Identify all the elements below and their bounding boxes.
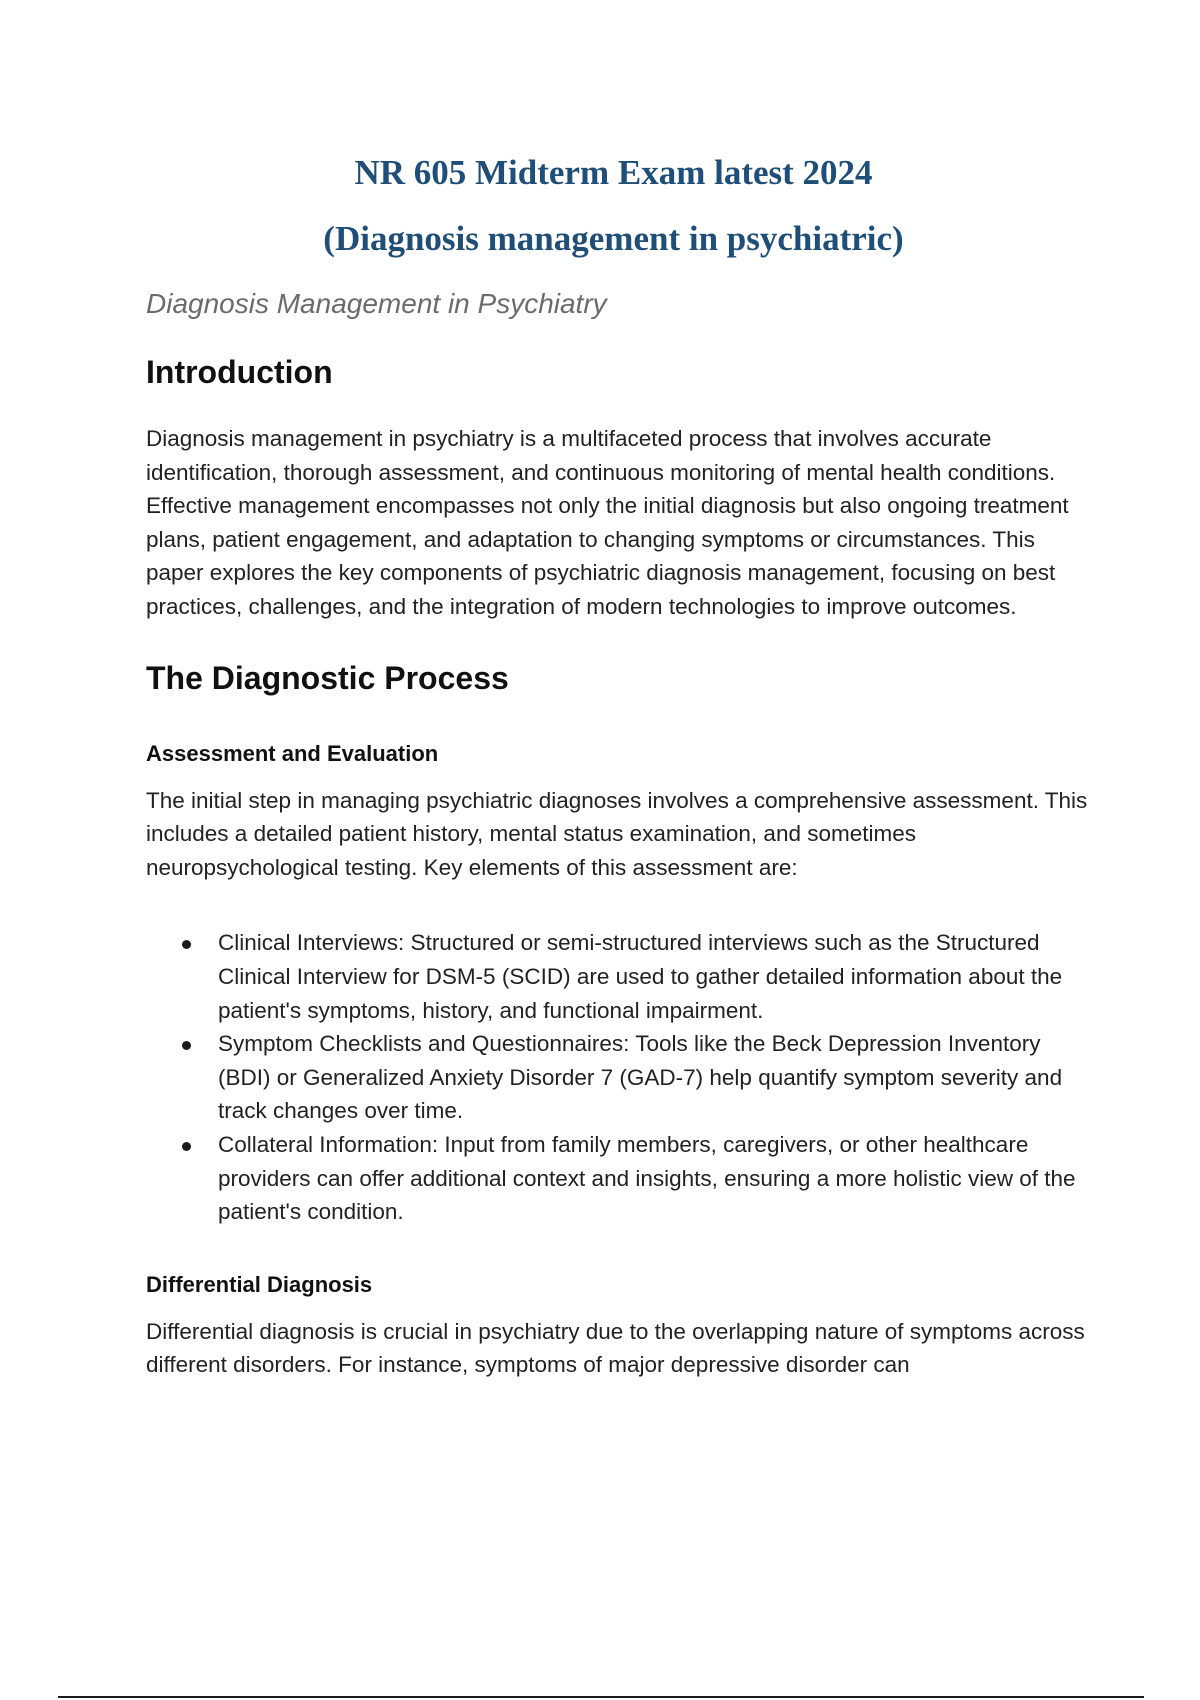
differential-diagnosis-heading: Differential Diagnosis	[146, 1271, 373, 1297]
bullet-icon	[182, 1142, 191, 1151]
document-title-line-2: (Diagnosis management in psychiatric)	[323, 219, 904, 258]
introduction-paragraph: Diagnosis management in psychiatry is a multifaceted process that involves accurate identification, thorough assessment, and continuous monitoring of mental health conditions. Effective management encompasses not only the initial diagnosis but also ongoing treatment plans, patient engagement, and adaptation to changing symptoms or circumstances. This paper explores the key components of psychiatric diagnosis management, focusing on best practices, challenges, and the integration of modern technologies to improve outcomes.	[146, 426, 1069, 619]
assessment-bullet-list	[146, 926, 1096, 1228]
diagnostic-process-heading: The Diagnostic Process	[146, 659, 509, 696]
assessment-paragraph: The initial step in managing psychiatric diagnoses involves a comprehensive assessment. This includes a detailed patient history, mental status examination, and sometimes neuropsychological testing. Key elements of this assessment are:	[146, 787, 1088, 880]
list-item	[218, 1027, 1096, 1128]
document-content	[146, 140, 1096, 1382]
introduction-heading: Introduction	[146, 354, 333, 390]
list-item-text: Clinical Interviews: Structured or semi-structured interviews such as the Structured Clinical Interview for DSM-5 (SCID) are used to gather detailed information about the patient's symptoms, history, and functional impairment.	[218, 930, 1063, 1023]
assessment-heading: Assessment and Evaluation	[146, 740, 439, 766]
list-item	[218, 1128, 1096, 1229]
list-item	[218, 926, 1096, 1027]
bullet-icon	[182, 1041, 191, 1050]
list-item-text: Collateral Information: Input from family members, caregivers, or other healthcare providers can offer additional context and insights, ensuring a more holistic view of the patient's condition.	[218, 1131, 1076, 1225]
document-subtitle: Diagnosis Management in Psychiatry	[146, 288, 607, 319]
list-item-text: Symptom Checklists and Questionnaires: Tools like the Beck Depression Inventory (BDI) or Generalized Anxiety Disorder 7 (GAD-7) help quantify symptom severity and track changes over time.	[218, 1031, 1063, 1124]
differential-diagnosis-paragraph: Differential diagnosis is crucial in psychiatry due to the overlapping nature of symptoms across different disorders. For instance, symptoms of major depressive disorder can	[146, 1318, 1085, 1378]
page-bottom-rule	[58, 1696, 1144, 1698]
document-title-line-1: NR 605 Midterm Exam latest 2024	[354, 153, 873, 192]
bullet-icon	[182, 940, 191, 949]
